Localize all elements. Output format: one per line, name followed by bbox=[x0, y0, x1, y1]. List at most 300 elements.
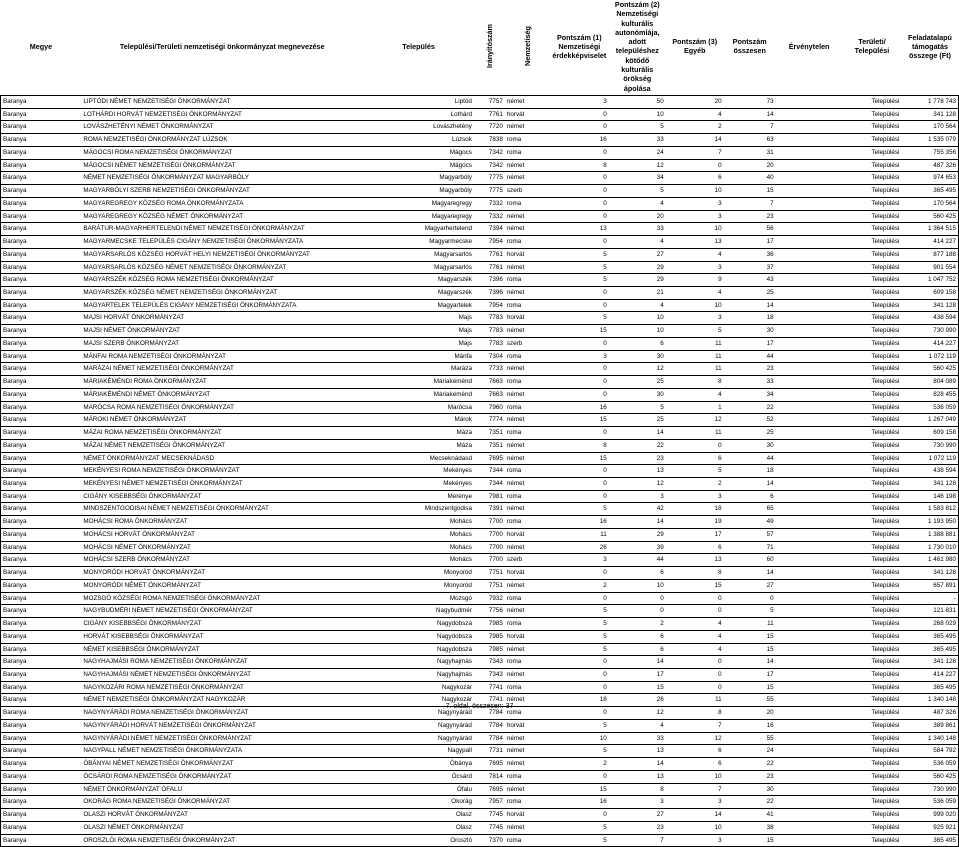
cell-erveny bbox=[776, 516, 843, 529]
cell-p3: 9 bbox=[666, 274, 724, 287]
cell-tamogatas: 560 425 bbox=[901, 210, 958, 223]
cell-erveny bbox=[776, 337, 843, 350]
cell-erveny bbox=[776, 809, 843, 822]
cell-nev: MARÓCSA ROMA NEMZETISÉGI ÖNKORMÁNYZAT bbox=[81, 401, 363, 414]
table-row bbox=[1, 503, 959, 516]
cell-irsz: 7304 bbox=[474, 350, 505, 363]
cell-telepules: Nagykozár bbox=[363, 681, 474, 694]
cell-nemzetiseg: horvát bbox=[505, 312, 550, 325]
col-header-erveny: Érvénytelen bbox=[788, 41, 830, 51]
cell-megye: Baranya bbox=[1, 630, 82, 643]
cell-ossz: 55 bbox=[724, 694, 776, 707]
cell-p1: 0 bbox=[550, 490, 609, 503]
cell-irsz: 7774 bbox=[474, 414, 505, 427]
cell-nemzetiseg: roma bbox=[505, 146, 550, 159]
cell-p3: 0 bbox=[666, 656, 724, 669]
cell-irsz: 7720 bbox=[474, 121, 505, 134]
cell-megye: Baranya bbox=[1, 452, 82, 465]
cell-nev: CIGÁNY KISEBBSÉGI ÖNKORMÁNYZAT bbox=[81, 490, 363, 503]
cell-telepules: Magyarszék bbox=[363, 274, 474, 287]
table-row bbox=[1, 376, 959, 389]
cell-nemzetiseg: horvát bbox=[505, 630, 550, 643]
cell-irsz: 7663 bbox=[474, 388, 505, 401]
cell-ossz: 44 bbox=[724, 452, 776, 465]
cell-nev: MÁGOCSI ROMA NEMZETISÉGI ÖNKORMÁNYZAT bbox=[81, 146, 363, 159]
table-row bbox=[1, 681, 959, 694]
cell-irsz: 7695 bbox=[474, 783, 505, 796]
cell-tamogatas: 609 158 bbox=[901, 286, 958, 299]
cell-p1: 0 bbox=[550, 210, 609, 223]
cell-ossz: 37 bbox=[724, 261, 776, 274]
table-row bbox=[1, 414, 959, 427]
cell-nev: NÉMET NEMZETISÉGI ÖNKORMÁNYZAT MAGYARBÓLY bbox=[81, 172, 363, 185]
cell-p3: 12 bbox=[666, 414, 724, 427]
cell-p1: 5 bbox=[550, 745, 609, 758]
cell-tipus: Települési bbox=[843, 134, 902, 147]
cell-nemzetiseg: német bbox=[505, 414, 550, 427]
cell-nemzetiseg: német bbox=[505, 669, 550, 682]
cell-megye: Baranya bbox=[1, 401, 82, 414]
cell-erveny bbox=[776, 376, 843, 389]
cell-p1: 5 bbox=[550, 643, 609, 656]
cell-irsz: 7756 bbox=[474, 605, 505, 618]
cell-ossz: 60 bbox=[724, 554, 776, 567]
cell-p2: 44 bbox=[609, 554, 666, 567]
cell-p2: 14 bbox=[609, 427, 666, 440]
cell-megye: Baranya bbox=[1, 834, 82, 847]
cell-erveny bbox=[776, 783, 843, 796]
cell-nemzetiseg: roma bbox=[505, 656, 550, 669]
cell-tamogatas: 341 128 bbox=[901, 567, 958, 580]
cell-irsz: 7783 bbox=[474, 337, 505, 350]
table-row bbox=[1, 465, 959, 478]
cell-ossz: 63 bbox=[724, 134, 776, 147]
cell-tamogatas: 487 326 bbox=[901, 159, 958, 172]
cell-nemzetiseg: horvát bbox=[505, 719, 550, 732]
cell-megye: Baranya bbox=[1, 427, 82, 440]
cell-tipus: Települési bbox=[843, 121, 902, 134]
cell-nev: NÉMET ÖNKORMÁNYZAT MECSEKNÁDASD bbox=[81, 452, 363, 465]
cell-irsz: 7342 bbox=[474, 146, 505, 159]
cell-megye: Baranya bbox=[1, 732, 82, 745]
cell-erveny bbox=[776, 146, 843, 159]
cell-nev: MONYORÓDI HORVÁT ÖNKORMÁNYZAT bbox=[81, 567, 363, 580]
cell-telepules: Mágocs bbox=[363, 159, 474, 172]
cell-p2: 42 bbox=[609, 503, 666, 516]
cell-telepules: Nagynyárád bbox=[363, 707, 474, 720]
cell-p2: 8 bbox=[609, 783, 666, 796]
cell-tamogatas: 1 778 743 bbox=[901, 95, 958, 108]
cell-ossz: 24 bbox=[724, 745, 776, 758]
table-row bbox=[1, 516, 959, 529]
cell-erveny bbox=[776, 669, 843, 682]
col-header-nemzetiseg: Nemzetiség bbox=[522, 26, 532, 67]
cell-p2: 23 bbox=[609, 821, 666, 834]
cell-p3: 10 bbox=[666, 185, 724, 198]
cell-erveny bbox=[776, 465, 843, 478]
cell-telepules: Lúzsok bbox=[363, 134, 474, 147]
cell-tipus: Települési bbox=[843, 821, 902, 834]
cell-irsz: 7700 bbox=[474, 554, 505, 567]
cell-nemzetiseg: német bbox=[505, 605, 550, 618]
table-body bbox=[1, 95, 959, 846]
cell-p3: 0 bbox=[666, 681, 724, 694]
cell-telepules: Máriakéménd bbox=[363, 388, 474, 401]
table-row bbox=[1, 312, 959, 325]
cell-p1: 10 bbox=[550, 732, 609, 745]
cell-p3: 0 bbox=[666, 669, 724, 682]
cell-erveny bbox=[776, 745, 843, 758]
cell-irsz: 7745 bbox=[474, 809, 505, 822]
cell-tipus: Települési bbox=[843, 732, 902, 745]
cell-megye: Baranya bbox=[1, 758, 82, 771]
cell-tipus: Települési bbox=[843, 376, 902, 389]
cell-nemzetiseg: roma bbox=[505, 197, 550, 210]
cell-p3: 3 bbox=[666, 210, 724, 223]
cell-megye: Baranya bbox=[1, 210, 82, 223]
cell-tipus: Települési bbox=[843, 681, 902, 694]
cell-tipus: Települési bbox=[843, 337, 902, 350]
cell-telepules: Óbánya bbox=[363, 758, 474, 771]
cell-tamogatas: 536 059 bbox=[901, 796, 958, 809]
cell-erveny bbox=[776, 439, 843, 452]
cell-p1: 5 bbox=[550, 261, 609, 274]
cell-nemzetiseg: német bbox=[505, 732, 550, 745]
cell-p3: 1 bbox=[666, 401, 724, 414]
cell-tamogatas: 365 495 bbox=[901, 681, 958, 694]
cell-irsz: 7351 bbox=[474, 427, 505, 440]
cell-p1: 8 bbox=[550, 159, 609, 172]
cell-nemzetiseg: német bbox=[505, 503, 550, 516]
cell-tamogatas: 1 047 752 bbox=[901, 274, 958, 287]
cell-megye: Baranya bbox=[1, 274, 82, 287]
cell-p1: 0 bbox=[550, 427, 609, 440]
cell-irsz: 7954 bbox=[474, 236, 505, 249]
cell-ossz: 15 bbox=[724, 185, 776, 198]
cell-p1: 0 bbox=[550, 809, 609, 822]
cell-irsz: 7784 bbox=[474, 719, 505, 732]
table-row bbox=[1, 834, 959, 847]
cell-irsz: 7783 bbox=[474, 312, 505, 325]
cell-megye: Baranya bbox=[1, 350, 82, 363]
cell-ossz: 18 bbox=[724, 312, 776, 325]
cell-nev: ROMA NEMZETISÉGI ÖNKORMÁNYZAT LÚZSOK bbox=[81, 134, 363, 147]
cell-ossz: 52 bbox=[724, 414, 776, 427]
cell-megye: Baranya bbox=[1, 745, 82, 758]
cell-tamogatas: 1 388 881 bbox=[901, 528, 958, 541]
cell-irsz: 7695 bbox=[474, 758, 505, 771]
cell-irsz: 7342 bbox=[474, 159, 505, 172]
cell-p3: 8 bbox=[666, 707, 724, 720]
cell-telepules: Mohács bbox=[363, 554, 474, 567]
cell-tipus: Települési bbox=[843, 770, 902, 783]
cell-erveny bbox=[776, 490, 843, 503]
cell-irsz: 7985 bbox=[474, 618, 505, 631]
cell-tipus: Települési bbox=[843, 146, 902, 159]
cell-nev: NAGYNYÁRÁDI NÉMET NEMZETISÉGI ÖNKORMÁNYZAT bbox=[81, 732, 363, 745]
cell-p1: 11 bbox=[550, 528, 609, 541]
cell-nemzetiseg: szerb bbox=[505, 554, 550, 567]
cell-irsz: 7700 bbox=[474, 528, 505, 541]
cell-irsz: 7343 bbox=[474, 656, 505, 669]
table-row bbox=[1, 821, 959, 834]
cell-ossz: 15 bbox=[724, 643, 776, 656]
cell-p3: 19 bbox=[666, 516, 724, 529]
table-row bbox=[1, 618, 959, 631]
cell-tamogatas: - bbox=[901, 592, 958, 605]
table-row bbox=[1, 121, 959, 134]
cell-telepules: Nagydobsza bbox=[363, 643, 474, 656]
table-row bbox=[1, 439, 959, 452]
cell-tipus: Települési bbox=[843, 414, 902, 427]
cell-erveny bbox=[776, 427, 843, 440]
cell-p3: 6 bbox=[666, 758, 724, 771]
cell-nev: BARÁTUR-MAGYARHERTELENDI NÉMET NEMZETISÉGI ÖNKORMÁNYZAT bbox=[81, 223, 363, 236]
cell-p1: 5 bbox=[550, 719, 609, 732]
cell-irsz: 7761 bbox=[474, 108, 505, 121]
cell-megye: Baranya bbox=[1, 172, 82, 185]
cell-irsz: 7741 bbox=[474, 681, 505, 694]
cell-telepules: Nagyhajmás bbox=[363, 669, 474, 682]
cell-nev: MAGYARSZÉK KÖZSÉG NÉMET NEMZETISÉGI ÖNKORMÁNYZAT bbox=[81, 286, 363, 299]
cell-p3: 7 bbox=[666, 146, 724, 159]
table-row bbox=[1, 669, 959, 682]
cell-tipus: Települési bbox=[843, 427, 902, 440]
cell-tamogatas: 170 564 bbox=[901, 197, 958, 210]
cell-nev: NAGYKOZÁRI ROMA NEMZETISÉGI ÖNKORMÁNYZAT bbox=[81, 681, 363, 694]
cell-p2: 13 bbox=[609, 745, 666, 758]
cell-p3: 6 bbox=[666, 745, 724, 758]
cell-p2: 29 bbox=[609, 528, 666, 541]
cell-ossz: 16 bbox=[724, 719, 776, 732]
cell-erveny bbox=[776, 618, 843, 631]
cell-telepules: Magyaregregy bbox=[363, 197, 474, 210]
cell-ossz: 56 bbox=[724, 223, 776, 236]
cell-nemzetiseg: német bbox=[505, 159, 550, 172]
cell-p2: 26 bbox=[609, 694, 666, 707]
cell-megye: Baranya bbox=[1, 618, 82, 631]
cell-p2: 12 bbox=[609, 159, 666, 172]
table-row bbox=[1, 490, 959, 503]
cell-telepules: Mágocs bbox=[363, 146, 474, 159]
cell-nemzetiseg: szerb bbox=[505, 337, 550, 350]
cell-nev: MOHÁCSI ROMA ÖNKORMÁNYZAT bbox=[81, 516, 363, 529]
cell-p3: 3 bbox=[666, 312, 724, 325]
cell-p2: 3 bbox=[609, 796, 666, 809]
table-row bbox=[1, 783, 959, 796]
cell-tipus: Települési bbox=[843, 541, 902, 554]
col-header-tamogatas: Feladatalapú támogatás összege (Ft) bbox=[908, 32, 952, 61]
cell-ossz: 7 bbox=[724, 121, 776, 134]
cell-nemzetiseg: roma bbox=[505, 707, 550, 720]
cell-nev: MOHÁCSI HORVÁT ÖNKORMÁNYZAT bbox=[81, 528, 363, 541]
cell-p2: 3 bbox=[609, 490, 666, 503]
cell-erveny bbox=[776, 312, 843, 325]
cell-nemzetiseg: német bbox=[505, 210, 550, 223]
cell-p3: 0 bbox=[666, 592, 724, 605]
cell-p1: 0 bbox=[550, 337, 609, 350]
table-row bbox=[1, 95, 959, 108]
cell-tamogatas: 438 594 bbox=[901, 312, 958, 325]
cell-p3: 4 bbox=[666, 108, 724, 121]
cell-irsz: 7981 bbox=[474, 490, 505, 503]
cell-irsz: 7700 bbox=[474, 516, 505, 529]
table-row bbox=[1, 134, 959, 147]
table-header bbox=[1, 0, 959, 95]
cell-tipus: Települési bbox=[843, 363, 902, 376]
cell-nev: CIGÁNY KISEBBSÉGI ÖNKORMÁNYZAT bbox=[81, 618, 363, 631]
cell-irsz: 7985 bbox=[474, 643, 505, 656]
cell-p1: 0 bbox=[550, 299, 609, 312]
cell-p1: 0 bbox=[550, 465, 609, 478]
col-header-megye: Megye bbox=[29, 41, 53, 51]
cell-erveny bbox=[776, 363, 843, 376]
cell-nev: LOVÁSZHETÉNYI NÉMET ÖNKORMÁNYZAT bbox=[81, 121, 363, 134]
cell-tamogatas: 560 425 bbox=[901, 363, 958, 376]
cell-p3: 6 bbox=[666, 452, 724, 465]
cell-nev: MÁRIAKÉMÉNDI ROMA ÖNKORMÁNYZAT bbox=[81, 376, 363, 389]
cell-p2: 7 bbox=[609, 834, 666, 847]
cell-p3: 2 bbox=[666, 478, 724, 491]
cell-megye: Baranya bbox=[1, 770, 82, 783]
cell-p2: 29 bbox=[609, 274, 666, 287]
cell-p3: 7 bbox=[666, 719, 724, 732]
cell-nev: OROSZLÓI ROMA NEMZETISÉGI ÖNKORMÁNYZAT bbox=[81, 834, 363, 847]
cell-megye: Baranya bbox=[1, 337, 82, 350]
cell-irsz: 7332 bbox=[474, 210, 505, 223]
cell-tamogatas: 1 267 049 bbox=[901, 414, 958, 427]
cell-megye: Baranya bbox=[1, 694, 82, 707]
cell-tipus: Települési bbox=[843, 796, 902, 809]
cell-p3: 3 bbox=[666, 796, 724, 809]
cell-megye: Baranya bbox=[1, 248, 82, 261]
cell-ossz: 57 bbox=[724, 528, 776, 541]
cell-nev: NAGYNYÁRÁDI ROMA NEMZETISÉGI ÖNKORMÁNYZAT bbox=[81, 707, 363, 720]
cell-p2: 0 bbox=[609, 605, 666, 618]
table-row bbox=[1, 656, 959, 669]
cell-p2: 6 bbox=[609, 567, 666, 580]
cell-nemzetiseg: horvát bbox=[505, 567, 550, 580]
col-header-p2: Pontszám (2) Nemzetiségi kulturális autonómiája, adott településhez kötődő kulturális örökség ápolása bbox=[614, 0, 660, 93]
cell-ossz: 14 bbox=[724, 567, 776, 580]
cell-tamogatas: 438 594 bbox=[901, 465, 958, 478]
cell-nev: MAJSI NÉMET ÖNKORMÁNYZAT bbox=[81, 325, 363, 338]
cell-nev: MÁROKI NÉMET ÖNKORMÁNYZAT bbox=[81, 414, 363, 427]
cell-ossz: 38 bbox=[724, 821, 776, 834]
cell-tamogatas: 121 831 bbox=[901, 605, 958, 618]
cell-tipus: Települési bbox=[843, 554, 902, 567]
cell-erveny bbox=[776, 95, 843, 108]
cell-nev: MAGYARSARLÓS KÖZSÉG NÉMET NEMZETISÉGI ÖNKORMÁNYZAT bbox=[81, 261, 363, 274]
cell-telepules: Ófalu bbox=[363, 783, 474, 796]
cell-ossz: 27 bbox=[724, 579, 776, 592]
cell-p3: 11 bbox=[666, 363, 724, 376]
cell-p1: 16 bbox=[550, 516, 609, 529]
cell-p2: 5 bbox=[609, 121, 666, 134]
cell-p2: 4 bbox=[609, 719, 666, 732]
cell-nemzetiseg: roma bbox=[505, 770, 550, 783]
cell-p1: 3 bbox=[550, 554, 609, 567]
cell-ossz: 5 bbox=[724, 605, 776, 618]
cell-erveny bbox=[776, 528, 843, 541]
cell-p2: 39 bbox=[609, 541, 666, 554]
cell-ossz: 15 bbox=[724, 834, 776, 847]
cell-p3: 11 bbox=[666, 694, 724, 707]
table-row bbox=[1, 745, 959, 758]
cell-megye: Baranya bbox=[1, 95, 82, 108]
cell-telepules: Monyoród bbox=[363, 579, 474, 592]
cell-megye: Baranya bbox=[1, 414, 82, 427]
cell-erveny bbox=[776, 452, 843, 465]
cell-megye: Baranya bbox=[1, 146, 82, 159]
cell-ossz: 14 bbox=[724, 478, 776, 491]
cell-irsz: 7784 bbox=[474, 707, 505, 720]
cell-p2: 33 bbox=[609, 134, 666, 147]
cell-erveny bbox=[776, 821, 843, 834]
cell-ossz: 11 bbox=[724, 618, 776, 631]
cell-nemzetiseg: roma bbox=[505, 796, 550, 809]
cell-p3: 11 bbox=[666, 337, 724, 350]
cell-p2: 29 bbox=[609, 261, 666, 274]
cell-p2: 10 bbox=[609, 108, 666, 121]
cell-megye: Baranya bbox=[1, 681, 82, 694]
cell-erveny bbox=[776, 197, 843, 210]
cell-nemzetiseg: német bbox=[505, 745, 550, 758]
cell-irsz: 7757 bbox=[474, 95, 505, 108]
cell-tamogatas: 1 583 812 bbox=[901, 503, 958, 516]
cell-irsz: 7954 bbox=[474, 299, 505, 312]
cell-nemzetiseg: német bbox=[505, 541, 550, 554]
cell-megye: Baranya bbox=[1, 261, 82, 274]
cell-p3: 8 bbox=[666, 376, 724, 389]
cell-erveny bbox=[776, 681, 843, 694]
cell-p2: 4 bbox=[609, 197, 666, 210]
table-row bbox=[1, 732, 959, 745]
cell-ossz: 34 bbox=[724, 388, 776, 401]
cell-telepules: Magyarsarlós bbox=[363, 248, 474, 261]
cell-telepules: Magyarhertelend bbox=[363, 223, 474, 236]
cell-megye: Baranya bbox=[1, 108, 82, 121]
cell-tamogatas: 1 461 980 bbox=[901, 554, 958, 567]
cell-ossz: 36 bbox=[724, 248, 776, 261]
cell-irsz: 7663 bbox=[474, 376, 505, 389]
cell-nemzetiseg: roma bbox=[505, 490, 550, 503]
cell-tamogatas: 487 326 bbox=[901, 707, 958, 720]
cell-irsz: 7775 bbox=[474, 172, 505, 185]
cell-tipus: Települési bbox=[843, 694, 902, 707]
cell-nev: MAGYAREGREGY KÖZSÉG NÉMET ÖNKORMÁNYZAT bbox=[81, 210, 363, 223]
table-row bbox=[1, 261, 959, 274]
cell-tamogatas: 560 425 bbox=[901, 770, 958, 783]
cell-tipus: Települési bbox=[843, 490, 902, 503]
cell-p1: 15 bbox=[550, 325, 609, 338]
cell-p1: 5 bbox=[550, 821, 609, 834]
table-row bbox=[1, 630, 959, 643]
cell-p1: 0 bbox=[550, 121, 609, 134]
cell-nev: MOHÁCSI SZERB ÖNKORMÁNYZAT bbox=[81, 554, 363, 567]
cell-tipus: Települési bbox=[843, 618, 902, 631]
cell-p1: 18 bbox=[550, 694, 609, 707]
cell-nev: HORVÁT KISEBBSÉGI ÖNKORMÁNYZAT bbox=[81, 630, 363, 643]
cell-nev: NÉMET KISEBBSÉGI ÖNKORMÁNYZAT bbox=[81, 643, 363, 656]
cell-erveny bbox=[776, 248, 843, 261]
cell-nev: OLASZI HORVÁT ÖNKORMÁNYZAT bbox=[81, 809, 363, 822]
cell-ossz: 43 bbox=[724, 274, 776, 287]
cell-ossz: 49 bbox=[724, 516, 776, 529]
cell-tamogatas: 389 861 bbox=[901, 719, 958, 732]
cell-nev: MAGYARSZÉK KÖZSÉG ROMA NEMZETISÉGI ÖNKORMÁNYZAT bbox=[81, 274, 363, 287]
col-header-ossz: Pontszám összesen bbox=[732, 37, 767, 56]
